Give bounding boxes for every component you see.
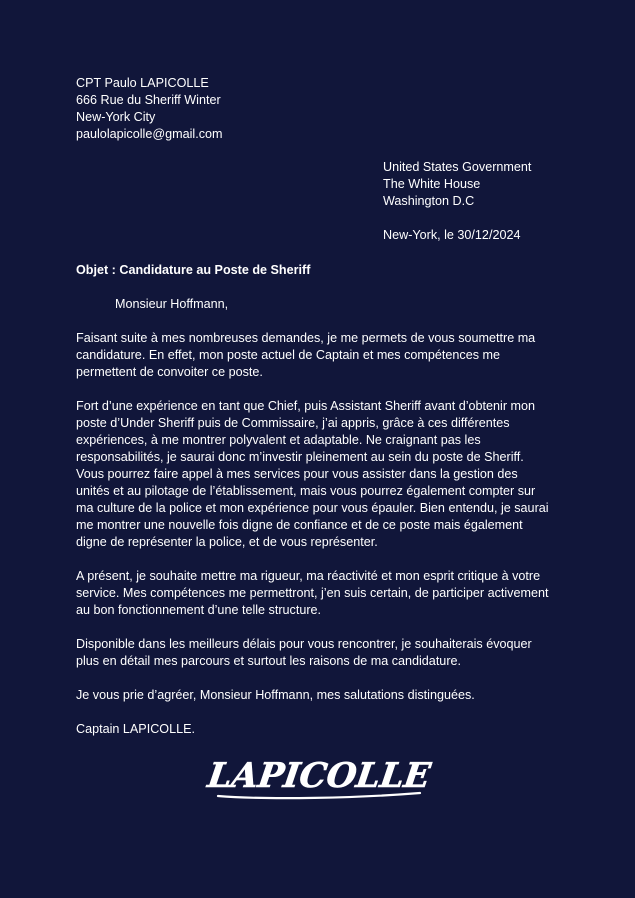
paragraph-line: poste d’Under Sheriff puis de Commissaire, j’ai appris, grâce à ces différentes <box>76 416 510 430</box>
signoff-line: Captain LAPICOLLE. <box>76 722 196 736</box>
paragraph-line: A présent, je souhaite mettre ma rigueur, ma réactivité et mon esprit critique à votre <box>76 569 541 583</box>
subject-line: Objet : Candidature au Poste de Sheriff <box>76 263 311 277</box>
paragraph-line: digne de représenter la police, et de vous représenter. <box>76 535 378 549</box>
closing-line: Je vous prie d’agréer, Monsieur Hoffmann, mes salutations distinguées. <box>76 688 475 702</box>
paragraph-line: ma culture de la police et mon expérience pour vous épauler. Bien entendu, je saurai <box>76 501 549 515</box>
paragraph <box>76 721 566 738</box>
paragraph-line: candidature. En effet, mon poste actuel de Captain et mes compétences me <box>76 348 501 362</box>
recipient-city: Washington D.C <box>383 194 475 208</box>
signature-text: LAPICOLLE <box>204 756 433 796</box>
signature <box>0 755 635 810</box>
recipient-org: United States Government <box>383 160 532 174</box>
sender-block <box>76 75 223 143</box>
paragraph-line: Faisant suite à mes nombreuses demandes, je me permets de vous soumettre ma <box>76 331 536 345</box>
paragraph <box>76 330 566 381</box>
recipient-block <box>383 159 531 210</box>
sender-email: paulolapicolle@gmail.com <box>76 127 223 141</box>
paragraph-line: service. Mes compétences me permettront, j’en suis certain, de participer activement <box>76 586 549 600</box>
signature-image <box>198 755 438 805</box>
paragraph-line: permettent de convoiter ce poste. <box>76 365 263 379</box>
paragraph-line: responsabilités, je saurai donc m’investir pleinement au sein du poste de Sheriff. <box>76 450 524 464</box>
paragraph-line: unités et au pilotage de l’établissement, mais vous pourrez également compter sur <box>76 484 536 498</box>
paragraph-line: au bon fonctionnement d’une telle structure. <box>76 603 322 617</box>
paragraph-line: plus en détail mes parcours et surtout les raisons de ma candidature. <box>76 654 462 668</box>
paragraph <box>76 398 566 551</box>
paragraph-line: me montrer une nouvelle fois digne de confiance et de ce poste mais également <box>76 518 523 532</box>
recipient-place: The White House <box>383 177 481 191</box>
paragraph <box>76 636 566 670</box>
sender-city: New-York City <box>76 110 156 124</box>
paragraph-line: Vous pourrez faire appel à mes services pour vous assister dans la gestion des <box>76 467 518 481</box>
sender-address: 666 Rue du Sheriff Winter <box>76 93 221 107</box>
paragraph-line: Fort d’une expérience en tant que Chief, puis Assistant Sheriff avant d’obtenir mon <box>76 399 536 413</box>
paragraph-line: Disponible dans les meilleurs délais pour vous rencontrer, je souhaiterais évoquer <box>76 637 532 651</box>
sender-name: CPT Paulo LAPICOLLE <box>76 76 209 90</box>
date-line: New-York, le 30/12/2024 <box>383 228 521 242</box>
paragraph-line: expériences, à me montrer polyvalent et adaptable. Ne craignant pas les <box>76 433 481 447</box>
paragraph <box>76 568 566 619</box>
letter-body <box>76 330 566 755</box>
salutation: Monsieur Hoffmann, <box>115 297 229 311</box>
paragraph <box>76 687 566 704</box>
